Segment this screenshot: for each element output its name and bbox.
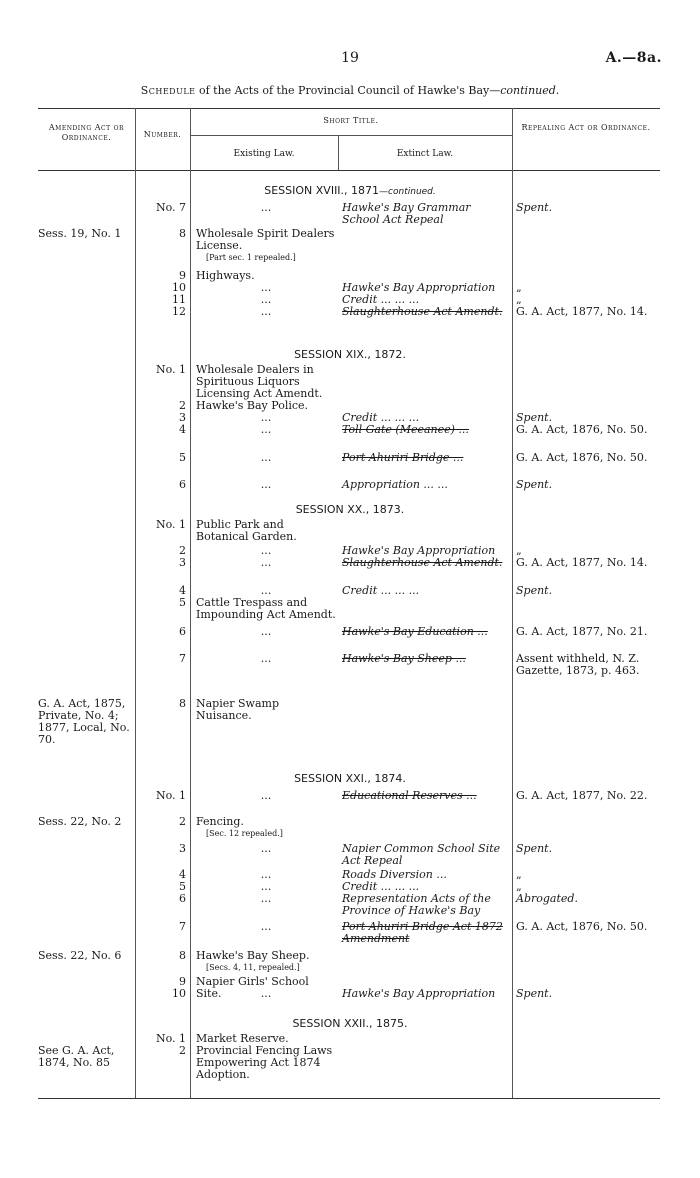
act-number: 8 bbox=[179, 697, 186, 710]
existing-law bbox=[196, 597, 336, 621]
existing-law bbox=[196, 988, 336, 1000]
repealing-act: „ bbox=[516, 544, 522, 557]
extinct-law: Credit ... ... ... bbox=[342, 411, 420, 424]
existing-law bbox=[196, 653, 336, 665]
act-number: 8 bbox=[179, 949, 186, 962]
act-number: 5 bbox=[179, 451, 186, 464]
act-number: 6 bbox=[179, 625, 186, 638]
act-number: No. 1 bbox=[155, 789, 186, 802]
existing-law bbox=[196, 698, 336, 722]
existing-law bbox=[196, 816, 336, 840]
existing-law-title: Public Park and Botanical Garden. bbox=[196, 518, 297, 543]
existing-law-title: Napier Swamp Nuisance. bbox=[196, 697, 279, 722]
repealing-act: G. A. Act, 1877, No. 14. bbox=[516, 556, 648, 569]
session-heading bbox=[190, 348, 510, 361]
session-heading bbox=[190, 772, 510, 785]
repealing-act: „ bbox=[516, 880, 522, 893]
extinct-law: Hawke's Bay Appropriation bbox=[342, 987, 496, 1000]
act-number: 10 bbox=[172, 281, 186, 294]
repealing-act: Spent. bbox=[516, 584, 553, 597]
existing-law bbox=[196, 479, 336, 491]
session-label: SESSION XX., 1873. bbox=[295, 503, 405, 516]
act-number: 2 bbox=[179, 1044, 186, 1057]
existing-law-title: ... bbox=[260, 789, 272, 802]
act-number: 3 bbox=[179, 411, 186, 424]
amending-act: See G. A. Act, 1874, No. 85 bbox=[38, 1044, 115, 1069]
existing-law bbox=[196, 1045, 336, 1081]
existing-law-title: ... bbox=[260, 556, 272, 569]
amending-act: Sess. 22, No. 2 bbox=[38, 815, 122, 828]
existing-law-title: ... bbox=[260, 423, 272, 436]
existing-law-title: ... bbox=[260, 293, 272, 306]
existing-law-title: ... bbox=[260, 201, 272, 214]
amending-act: Sess. 19, No. 1 bbox=[38, 227, 122, 240]
act-number: 2 bbox=[179, 399, 186, 412]
extinct-law: Roads Diversion ... bbox=[342, 868, 447, 881]
existing-law-title: ... bbox=[260, 987, 272, 1000]
header-repealing: Repealing Act or Ordinance. bbox=[521, 123, 651, 132]
act-number: 4 bbox=[179, 423, 186, 436]
session-heading bbox=[190, 1017, 510, 1030]
extinct-law: Hawke's Bay Education ... bbox=[342, 625, 488, 638]
existing-law-title: ... bbox=[260, 652, 272, 665]
amending-act: G. A. Act, 1875, Private, No. 4; 1877, Local, No. 70. bbox=[38, 697, 130, 746]
extinct-law: Hawke's Bay Grammar School Act Repeal bbox=[342, 201, 471, 226]
session-label: SESSION XVIII., 1871 bbox=[264, 184, 380, 197]
existing-law-note: [Sec. 12 repealed.] bbox=[206, 829, 283, 838]
existing-law-note: [Part sec. 1 repealed.] bbox=[206, 253, 296, 262]
extinct-law: Port Ahuriri Bridge Act 1872 Amendment bbox=[342, 920, 503, 945]
extinct-law: Educational Reserves ... bbox=[342, 789, 477, 802]
table-top-rule bbox=[38, 108, 660, 109]
act-number: 9 bbox=[179, 975, 186, 988]
existing-law-title: Napier Girls' School Site. bbox=[196, 975, 309, 1000]
repealing-act: G. A. Act, 1877, No. 14. bbox=[516, 305, 648, 318]
existing-law-title: ... bbox=[260, 305, 272, 318]
header-short-title: Short Title. bbox=[323, 116, 379, 125]
repealing-act: „ bbox=[516, 281, 522, 294]
act-number: No. 1 bbox=[155, 1032, 186, 1045]
act-number: 3 bbox=[179, 842, 186, 855]
repealing-act: „ bbox=[516, 868, 522, 881]
act-number: No. 7 bbox=[155, 201, 186, 214]
existing-law-title: Cattle Trespass and Impounding Act Amendt. bbox=[196, 596, 336, 621]
header-bottom-rule bbox=[38, 170, 660, 171]
existing-law bbox=[196, 893, 336, 905]
extinct-law: Hawke's Bay Appropriation bbox=[342, 281, 496, 294]
act-number: 5 bbox=[179, 880, 186, 893]
existing-law-title: ... bbox=[260, 625, 272, 638]
caption-prefix: Schedule bbox=[140, 84, 196, 97]
session-note: —continued. bbox=[379, 187, 436, 197]
extinct-law: Port Ahuriri Bridge ... bbox=[342, 451, 464, 464]
repealing-act: Spent. bbox=[516, 842, 553, 855]
schedule-caption bbox=[0, 84, 700, 97]
existing-law-title: Wholesale Dealers in Spirituous Liquors Licensing Act Amendt. bbox=[196, 363, 323, 400]
repealing-act: „ bbox=[516, 293, 522, 306]
column-rule bbox=[512, 108, 513, 1098]
header-number: Number. bbox=[143, 130, 182, 139]
repealing-act: Spent. bbox=[516, 411, 553, 424]
repealing-act: Abrogated. bbox=[516, 892, 578, 905]
header-extinct: Extinct Law. bbox=[396, 149, 454, 159]
existing-law bbox=[196, 519, 336, 543]
existing-law-title: Highways. bbox=[196, 269, 255, 282]
existing-law-title: Fencing. bbox=[196, 815, 244, 828]
session-label: SESSION XXI., 1874. bbox=[294, 772, 406, 785]
existing-law bbox=[196, 202, 336, 214]
existing-law bbox=[196, 626, 336, 638]
existing-law-title: ... bbox=[260, 281, 272, 294]
act-number: 4 bbox=[179, 584, 186, 597]
repealing-act: G. A. Act, 1876, No. 50. bbox=[516, 920, 648, 933]
repealing-act: G. A. Act, 1877, No. 22. bbox=[516, 789, 648, 802]
existing-law bbox=[196, 843, 336, 855]
existing-law-title: Market Reserve. bbox=[196, 1032, 289, 1045]
page-number: 19 bbox=[341, 50, 359, 66]
act-number: 3 bbox=[179, 556, 186, 569]
extinct-law: Napier Common School Site Act Repeal bbox=[342, 842, 501, 867]
act-number: 12 bbox=[172, 305, 186, 318]
existing-law bbox=[196, 921, 336, 933]
existing-law bbox=[196, 790, 336, 802]
act-number: 7 bbox=[179, 920, 186, 933]
repealing-act: G. A. Act, 1876, No. 50. bbox=[516, 451, 648, 464]
existing-law-title: Hawke's Bay Police. bbox=[196, 399, 309, 412]
act-number: 6 bbox=[179, 478, 186, 491]
act-number: No. 1 bbox=[155, 363, 186, 376]
existing-law-title: ... bbox=[260, 868, 272, 881]
existing-law-note: [Secs. 4, 11, repealed.] bbox=[206, 963, 300, 972]
document-reference: A.—8a. bbox=[605, 50, 662, 66]
header-amending: Amending Act or Ordinance. bbox=[48, 123, 125, 142]
caption-suffix: continued. bbox=[500, 84, 560, 97]
act-number: 8 bbox=[179, 227, 186, 240]
existing-law bbox=[196, 228, 336, 264]
extinct-law: Credit ... ... ... bbox=[342, 584, 420, 597]
existing-law-title: Hawke's Bay Sheep. bbox=[196, 949, 310, 962]
act-number: 11 bbox=[172, 293, 186, 306]
act-number: 2 bbox=[179, 544, 186, 557]
existing-law bbox=[196, 950, 336, 974]
existing-law bbox=[196, 452, 336, 464]
existing-law bbox=[196, 306, 336, 318]
act-number: 4 bbox=[179, 868, 186, 881]
extinct-law: Hawke's Bay Appropriation bbox=[342, 544, 496, 557]
existing-law bbox=[196, 364, 336, 400]
extinct-law: Credit ... ... ... bbox=[342, 293, 420, 306]
repealing-act: Spent. bbox=[516, 478, 553, 491]
repealing-act: Spent. bbox=[516, 987, 553, 1000]
amending-act: Sess. 22, No. 6 bbox=[38, 949, 122, 962]
existing-law-title: ... bbox=[260, 880, 272, 893]
act-number: 2 bbox=[179, 815, 186, 828]
session-heading bbox=[190, 503, 510, 516]
act-number: 10 bbox=[172, 987, 186, 1000]
act-number: 9 bbox=[179, 269, 186, 282]
table-bottom-rule bbox=[38, 1098, 660, 1099]
act-number: 5 bbox=[179, 596, 186, 609]
extinct-law: Hawke's Bay Sheep ... bbox=[342, 652, 466, 665]
existing-law bbox=[196, 557, 336, 569]
repealing-act: Spent. bbox=[516, 201, 553, 214]
extinct-law: Slaughterhouse Act Amendt. bbox=[342, 305, 503, 318]
extinct-law: Toll Gate (Meeanee) ... bbox=[342, 423, 469, 436]
existing-law-title: ... bbox=[260, 451, 272, 464]
subheader-rule bbox=[190, 135, 512, 136]
extinct-law: Appropriation ... ... bbox=[342, 478, 448, 491]
existing-law-title: ... bbox=[260, 892, 272, 905]
existing-law-title: Provincial Fencing Laws Empowering Act 1874 Adoption. bbox=[196, 1044, 333, 1081]
session-heading bbox=[190, 184, 510, 197]
act-number: No. 1 bbox=[155, 518, 186, 531]
column-rule bbox=[190, 108, 191, 1098]
repealing-act: Assent withheld, N. Z. Gazette, 1873, p. 463. bbox=[516, 652, 640, 677]
session-label: SESSION XXII., 1875. bbox=[292, 1017, 408, 1030]
repealing-act: G. A. Act, 1877, No. 21. bbox=[516, 625, 648, 638]
existing-law-title: ... bbox=[260, 920, 272, 933]
repealing-act: G. A. Act, 1876, No. 50. bbox=[516, 423, 648, 436]
existing-law-title: ... bbox=[260, 544, 272, 557]
existing-law-title: ... bbox=[260, 478, 272, 491]
caption-middle: of the Acts of the Provincial Council of Hawke's Bay— bbox=[195, 84, 501, 97]
existing-law-title: ... bbox=[260, 411, 272, 424]
extinct-law: Slaughterhouse Act Amendt. bbox=[342, 556, 503, 569]
existing-law bbox=[196, 424, 336, 436]
existing-law-title: ... bbox=[260, 584, 272, 597]
existing-law-title: ... bbox=[260, 842, 272, 855]
session-label: SESSION XIX., 1872. bbox=[294, 348, 406, 361]
extinct-law: Representation Acts of the Province of Hawke's Bay bbox=[342, 892, 491, 917]
extinct-law: Credit ... ... ... bbox=[342, 880, 420, 893]
existing-law-title: Wholesale Spirit Dealers License. bbox=[196, 227, 335, 252]
act-number: 7 bbox=[179, 652, 186, 665]
act-number: 6 bbox=[179, 892, 186, 905]
header-existing: Existing Law. bbox=[233, 149, 295, 159]
